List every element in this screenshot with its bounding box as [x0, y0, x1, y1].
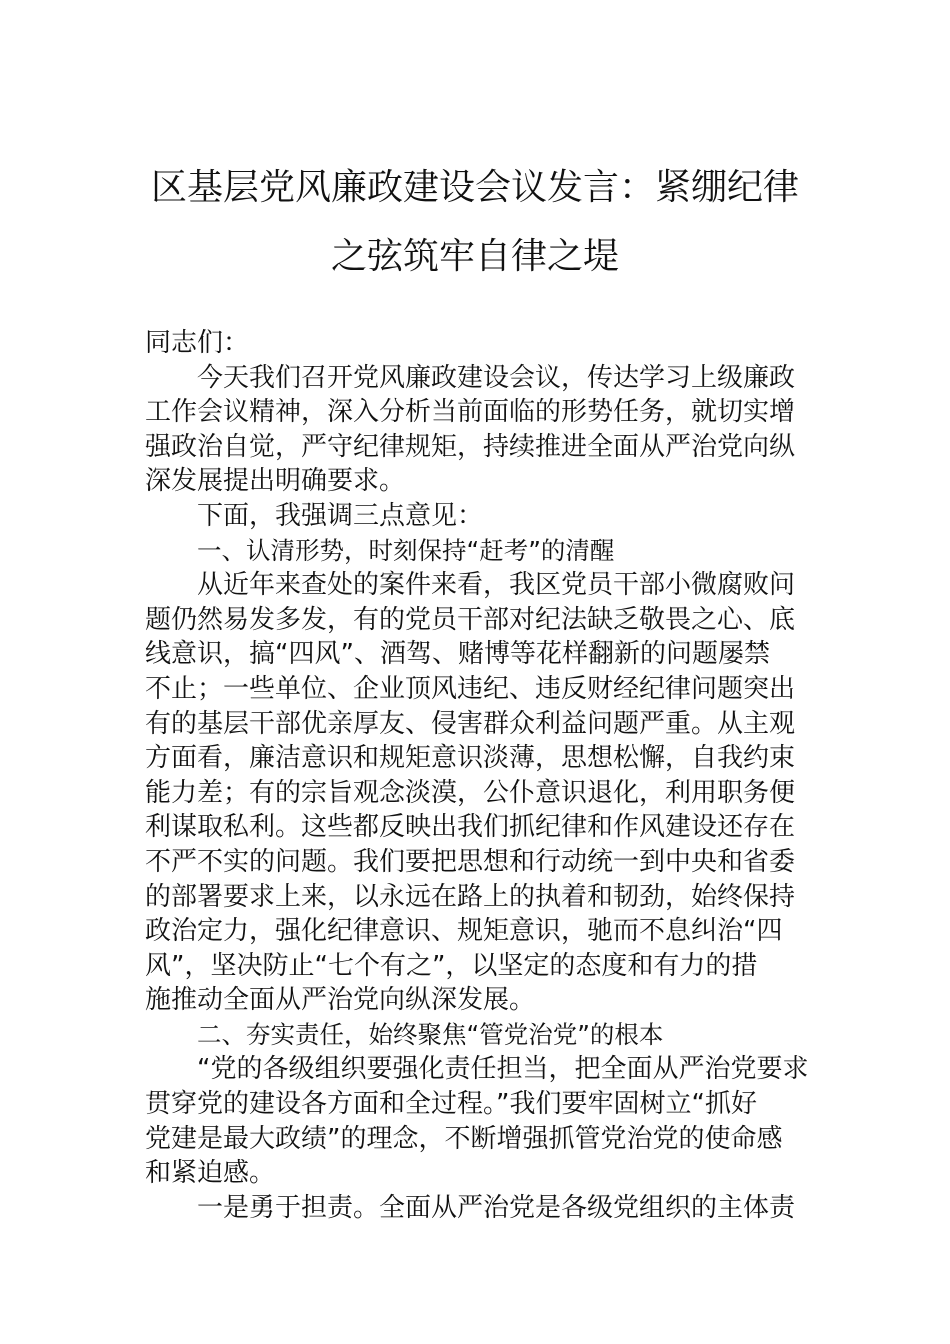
- body-line: 工作会议精神，深入分析当前面临的形势任务，就切实增: [145, 397, 796, 428]
- document-body: [145, 326, 809, 1225]
- body-line: 能力差；有的宗旨观念淡漠，公仆意识退化，利用职务便: [145, 777, 796, 808]
- document-title-line-1: 区基层党风廉政建设会议发言：紧绷纪律: [150, 167, 799, 208]
- body-line: 利谋取私利。这些都反映出我们抓纪律和作风建设还存在: [145, 812, 796, 843]
- body-line: 今天我们召开党风廉政建设会议，传达学习上级廉政: [197, 362, 796, 393]
- salutation: 同志们：: [145, 328, 250, 358]
- body-line: 风”，坚决防止“七个有之”，以坚定的态度和有力的措: [145, 950, 758, 981]
- section-heading-1: 一、认清形势，时刻保持“赶考”的清醒: [197, 535, 615, 565]
- body-line: 一是勇于担责。全面从严治党是各级党组织的主体责: [197, 1192, 796, 1223]
- body-line: 不严不实的问题。我们要把思想和行动统一到中央和省委: [145, 846, 796, 877]
- body-line: 从近年来查处的案件来看，我区党员干部小微腐败问: [197, 570, 796, 601]
- body-line: 强政治自觉，严守纪律规矩，持续推进全面从严治党向纵: [145, 431, 796, 462]
- body-line: 线意识，搞“四风”、酒驾、赌博等花样翻新的问题屡禁: [145, 639, 770, 670]
- document-title-line-2: 之弦筑牢自律之堤: [330, 236, 619, 277]
- body-line: 政治定力，强化纪律意识、规矩意识，驰而不息纠治“四: [145, 916, 783, 947]
- body-line: 党建是最大政绩”的理念，不断增强抓管党治党的使命感: [145, 1123, 783, 1154]
- body-line: 不止；一些单位、企业顶风违纪、违反财经纪律问题突出: [145, 673, 796, 704]
- body-line: 和紧迫感。: [145, 1158, 276, 1189]
- body-line: 方面看，廉洁意识和规矩意识淡薄，思想松懈，自我约束: [145, 743, 796, 774]
- body-line: 的部署要求上来，以永远在路上的执着和韧劲，始终保持: [145, 881, 796, 912]
- body-line: 深发展提出明确要求。: [145, 466, 406, 497]
- body-line: 施推动全面从严治党向纵深发展。: [145, 985, 536, 1016]
- body-line: “党的各级组织要强化责任担当，把全面从严治党要求: [197, 1054, 809, 1085]
- body-line: 有的基层干部优亲厚友、侵害群众利益问题严重。从主观: [145, 708, 796, 739]
- body-line: 下面，我强调三点意见：: [197, 500, 484, 531]
- body-line: 贯穿党的建设各方面和全过程。”我们要牢固树立“抓好: [145, 1089, 757, 1120]
- body-line: 题仍然易发多发，有的党员干部对纪法缺乏敬畏之心、底: [145, 604, 796, 635]
- section-heading-2: 二、夯实责任，始终聚焦“管党治党”的根本: [197, 1019, 664, 1049]
